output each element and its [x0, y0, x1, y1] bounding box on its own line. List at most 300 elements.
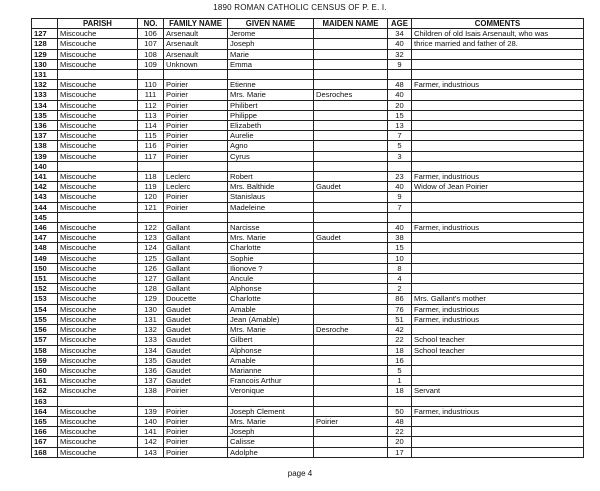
number-cell: 137	[138, 376, 164, 386]
table-row	[32, 202, 584, 212]
row-index: 130	[32, 59, 58, 69]
row-index: 168	[32, 447, 58, 457]
row-index: 127	[32, 29, 58, 39]
family-name-cell: Poirier	[164, 202, 228, 212]
family-name-cell: Gallant	[164, 233, 228, 243]
parish-cell	[58, 70, 138, 80]
parish-cell: Miscouche	[58, 49, 138, 59]
maiden-name-cell	[314, 29, 388, 39]
parish-cell: Miscouche	[58, 90, 138, 100]
row-index: 159	[32, 355, 58, 365]
parish-cell: Miscouche	[58, 447, 138, 457]
number-cell: 133	[138, 335, 164, 345]
maiden-name-cell	[314, 151, 388, 161]
parish-cell: Miscouche	[58, 39, 138, 49]
given-name-cell: Joseph Clement	[228, 406, 314, 416]
row-index: 146	[32, 223, 58, 233]
number-cell	[138, 70, 164, 80]
family-name-cell: Gaudet	[164, 345, 228, 355]
row-index: 135	[32, 110, 58, 120]
family-name-cell: Leclerc	[164, 182, 228, 192]
maiden-name-cell	[314, 161, 388, 171]
parish-cell: Miscouche	[58, 59, 138, 69]
parish-cell: Miscouche	[58, 253, 138, 263]
age-cell: 48	[388, 80, 412, 90]
census-table-body	[32, 29, 584, 458]
comments-cell	[412, 59, 584, 69]
maiden-name-cell	[314, 59, 388, 69]
age-cell	[388, 70, 412, 80]
family-name-cell: Doucette	[164, 294, 228, 304]
family-name-cell: Unknown	[164, 59, 228, 69]
given-name-cell: Mrs. Marie	[228, 416, 314, 426]
row-index: 149	[32, 253, 58, 263]
parish-cell: Miscouche	[58, 100, 138, 110]
parish-cell: Miscouche	[58, 386, 138, 396]
row-index: 157	[32, 335, 58, 345]
number-cell: 130	[138, 304, 164, 314]
family-name-cell: Poirier	[164, 110, 228, 120]
table-row	[32, 345, 584, 355]
comments-cell	[412, 427, 584, 437]
comments-cell	[412, 233, 584, 243]
parish-cell: Miscouche	[58, 325, 138, 335]
given-name-cell: Alphonse	[228, 345, 314, 355]
number-cell: 125	[138, 253, 164, 263]
comments-cell: Servant	[412, 386, 584, 396]
family-name-cell: Gallant	[164, 243, 228, 253]
comments-cell	[412, 121, 584, 131]
parish-cell: Miscouche	[58, 29, 138, 39]
number-cell: 141	[138, 427, 164, 437]
table-row	[32, 396, 584, 406]
given-name-cell: Mrs. Marie	[228, 325, 314, 335]
comments-cell: School teacher	[412, 345, 584, 355]
age-cell: 86	[388, 294, 412, 304]
family-name-cell: Poirier	[164, 416, 228, 426]
parish-cell: Miscouche	[58, 263, 138, 273]
parish-cell: Miscouche	[58, 345, 138, 355]
table-row	[32, 100, 584, 110]
number-cell: 108	[138, 49, 164, 59]
table-row	[32, 59, 584, 69]
age-cell: 51	[388, 314, 412, 324]
family-name-cell: Arsenault	[164, 39, 228, 49]
parish-cell: Miscouche	[58, 416, 138, 426]
row-index: 150	[32, 263, 58, 273]
parish-cell: Miscouche	[58, 376, 138, 386]
family-name-cell: Poirier	[164, 80, 228, 90]
family-name-cell: Gaudet	[164, 304, 228, 314]
number-cell: 122	[138, 223, 164, 233]
table-row	[32, 121, 584, 131]
given-name-cell	[228, 212, 314, 222]
family-name-cell	[164, 161, 228, 171]
row-index: 158	[32, 345, 58, 355]
row-index: 163	[32, 396, 58, 406]
maiden-name-cell	[314, 427, 388, 437]
age-cell: 23	[388, 172, 412, 182]
given-name-cell: Joseph	[228, 427, 314, 437]
row-index: 160	[32, 365, 58, 375]
maiden-name-cell	[314, 202, 388, 212]
comments-cell	[412, 141, 584, 151]
age-cell: 2	[388, 284, 412, 294]
given-name-cell: Calisse	[228, 437, 314, 447]
row-index: 143	[32, 192, 58, 202]
parish-cell: Miscouche	[58, 233, 138, 243]
table-row	[32, 325, 584, 335]
given-name-cell: Narcisse	[228, 223, 314, 233]
comments-cell	[412, 90, 584, 100]
age-cell: 48	[388, 416, 412, 426]
table-row	[32, 39, 584, 49]
number-cell: 117	[138, 151, 164, 161]
family-name-cell: Poirier	[164, 427, 228, 437]
maiden-name-cell: Poirier	[314, 416, 388, 426]
table-row	[32, 90, 584, 100]
given-name-cell: Ancule	[228, 274, 314, 284]
row-index: 161	[32, 376, 58, 386]
given-name-cell: Philippe	[228, 110, 314, 120]
parish-cell: Miscouche	[58, 294, 138, 304]
number-cell: 120	[138, 192, 164, 202]
maiden-name-cell	[314, 304, 388, 314]
parish-cell: Miscouche	[58, 192, 138, 202]
table-row	[32, 151, 584, 161]
age-cell: 10	[388, 253, 412, 263]
given-name-cell: Marianne	[228, 365, 314, 375]
parish-cell: Miscouche	[58, 437, 138, 447]
comments-cell	[412, 396, 584, 406]
family-name-cell: Gallant	[164, 274, 228, 284]
comments-cell	[412, 253, 584, 263]
number-cell: 139	[138, 406, 164, 416]
number-cell: 116	[138, 141, 164, 151]
table-row	[32, 263, 584, 273]
census-table	[31, 18, 584, 458]
given-name-cell: Emma	[228, 59, 314, 69]
page-title: 1890 ROMAN CATHOLIC CENSUS OF P. E. I.	[213, 3, 387, 12]
parish-cell: Miscouche	[58, 304, 138, 314]
row-index: 148	[32, 243, 58, 253]
age-cell: 9	[388, 192, 412, 202]
age-cell: 42	[388, 325, 412, 335]
comments-cell	[412, 212, 584, 222]
column-header-family-name: FAMILY NAME	[164, 19, 228, 29]
age-cell: 17	[388, 447, 412, 457]
column-header-age: AGE	[388, 19, 412, 29]
comments-cell	[412, 70, 584, 80]
table-row	[32, 192, 584, 202]
family-name-cell: Gallant	[164, 263, 228, 273]
given-name-cell: Aurelie	[228, 131, 314, 141]
age-cell: 5	[388, 141, 412, 151]
given-name-cell: Etienne	[228, 80, 314, 90]
row-index: 138	[32, 141, 58, 151]
number-cell: 134	[138, 345, 164, 355]
number-cell: 135	[138, 355, 164, 365]
row-index: 141	[32, 172, 58, 182]
age-cell: 40	[388, 182, 412, 192]
age-cell	[388, 161, 412, 171]
family-name-cell: Gallant	[164, 253, 228, 263]
table-row	[32, 376, 584, 386]
row-index: 139	[32, 151, 58, 161]
table-row	[32, 243, 584, 253]
row-index: 144	[32, 202, 58, 212]
table-row	[32, 447, 584, 457]
column-header-index	[32, 19, 58, 29]
maiden-name-cell	[314, 253, 388, 263]
comments-cell	[412, 202, 584, 212]
age-cell: 40	[388, 90, 412, 100]
age-cell: 76	[388, 304, 412, 314]
number-cell: 106	[138, 29, 164, 39]
maiden-name-cell	[314, 345, 388, 355]
comments-cell	[412, 355, 584, 365]
comments-cell	[412, 100, 584, 110]
number-cell: 119	[138, 182, 164, 192]
table-row	[32, 253, 584, 263]
maiden-name-cell	[314, 294, 388, 304]
parish-cell: Miscouche	[58, 274, 138, 284]
given-name-cell: Amable	[228, 304, 314, 314]
maiden-name-cell	[314, 39, 388, 49]
parish-cell: Miscouche	[58, 427, 138, 437]
maiden-name-cell	[314, 100, 388, 110]
age-cell: 40	[388, 223, 412, 233]
comments-cell	[412, 49, 584, 59]
number-cell	[138, 161, 164, 171]
parish-cell: Miscouche	[58, 202, 138, 212]
age-cell: 22	[388, 427, 412, 437]
comments-cell	[412, 376, 584, 386]
family-name-cell: Poirier	[164, 151, 228, 161]
comments-cell: Children of old Isais Arsenault, who was	[412, 29, 584, 39]
age-cell: 22	[388, 335, 412, 345]
given-name-cell: Robert	[228, 172, 314, 182]
table-row	[32, 233, 584, 243]
family-name-cell: Arsenault	[164, 49, 228, 59]
row-index: 140	[32, 161, 58, 171]
maiden-name-cell	[314, 406, 388, 416]
table-row	[32, 161, 584, 171]
given-name-cell: Francois Arthur	[228, 376, 314, 386]
age-cell: 9	[388, 59, 412, 69]
comments-cell	[412, 263, 584, 273]
table-row	[32, 416, 584, 426]
comments-cell	[412, 131, 584, 141]
maiden-name-cell	[314, 110, 388, 120]
number-cell: 128	[138, 284, 164, 294]
row-index: 153	[32, 294, 58, 304]
family-name-cell: Poirier	[164, 406, 228, 416]
comments-cell: School teacher	[412, 335, 584, 345]
row-index: 142	[32, 182, 58, 192]
comments-cell: Farmer, industrious	[412, 223, 584, 233]
age-cell: 7	[388, 202, 412, 212]
comments-cell	[412, 151, 584, 161]
maiden-name-cell	[314, 70, 388, 80]
family-name-cell: Poirier	[164, 121, 228, 131]
given-name-cell: Mrs. Marie	[228, 90, 314, 100]
number-cell: 136	[138, 365, 164, 375]
family-name-cell: Gaudet	[164, 325, 228, 335]
number-cell: 114	[138, 121, 164, 131]
age-cell: 40	[388, 39, 412, 49]
number-cell: 111	[138, 90, 164, 100]
comments-cell	[412, 447, 584, 457]
age-cell: 15	[388, 110, 412, 120]
maiden-name-cell	[314, 223, 388, 233]
family-name-cell	[164, 396, 228, 406]
family-name-cell: Poirier	[164, 100, 228, 110]
number-cell: 113	[138, 110, 164, 120]
row-index: 162	[32, 386, 58, 396]
age-cell: 5	[388, 365, 412, 375]
maiden-name-cell	[314, 284, 388, 294]
maiden-name-cell	[314, 192, 388, 202]
parish-cell: Miscouche	[58, 131, 138, 141]
number-cell: 121	[138, 202, 164, 212]
table-row	[32, 294, 584, 304]
given-name-cell: Adolphe	[228, 447, 314, 457]
family-name-cell: Poirier	[164, 386, 228, 396]
maiden-name-cell	[314, 335, 388, 345]
age-cell: 13	[388, 121, 412, 131]
comments-cell: Farmer, industrious	[412, 406, 584, 416]
table-row	[32, 49, 584, 59]
number-cell: 126	[138, 263, 164, 273]
table-row	[32, 355, 584, 365]
header-row	[32, 19, 584, 29]
row-index: 132	[32, 80, 58, 90]
given-name-cell: Philibert	[228, 100, 314, 110]
parish-cell	[58, 161, 138, 171]
number-cell: 143	[138, 447, 164, 457]
age-cell: 16	[388, 355, 412, 365]
table-row	[32, 314, 584, 324]
row-index: 166	[32, 427, 58, 437]
age-cell: 50	[388, 406, 412, 416]
table-row	[32, 406, 584, 416]
parish-cell: Miscouche	[58, 151, 138, 161]
number-cell: 138	[138, 386, 164, 396]
table-row	[32, 182, 584, 192]
number-cell	[138, 212, 164, 222]
parish-cell: Miscouche	[58, 172, 138, 182]
maiden-name-cell	[314, 80, 388, 90]
maiden-name-cell: Desroche	[314, 325, 388, 335]
maiden-name-cell	[314, 49, 388, 59]
maiden-name-cell	[314, 263, 388, 273]
family-name-cell: Poirier	[164, 141, 228, 151]
row-index: 167	[32, 437, 58, 447]
comments-cell	[412, 161, 584, 171]
given-name-cell: Sophie	[228, 253, 314, 263]
family-name-cell	[164, 212, 228, 222]
family-name-cell	[164, 70, 228, 80]
given-name-cell: Elizabeth	[228, 121, 314, 131]
comments-cell: Farmer, industrious	[412, 80, 584, 90]
column-header-comments: COMMENTS	[412, 19, 584, 29]
comments-cell: Farmer, industrious	[412, 172, 584, 182]
row-index: 129	[32, 49, 58, 59]
table-row	[32, 172, 584, 182]
row-index: 136	[32, 121, 58, 131]
parish-cell	[58, 396, 138, 406]
given-name-cell: Jean (Amable)	[228, 314, 314, 324]
age-cell: 34	[388, 29, 412, 39]
maiden-name-cell	[314, 396, 388, 406]
comments-cell: Farmer, industrious	[412, 314, 584, 324]
parish-cell: Miscouche	[58, 121, 138, 131]
row-index: 151	[32, 274, 58, 284]
age-cell: 20	[388, 437, 412, 447]
column-header-parish: PARISH	[58, 19, 138, 29]
maiden-name-cell: Gaudet	[314, 233, 388, 243]
parish-cell: Miscouche	[58, 406, 138, 416]
age-cell: 4	[388, 274, 412, 284]
maiden-name-cell: Gaudet	[314, 182, 388, 192]
maiden-name-cell	[314, 172, 388, 182]
comments-cell	[412, 274, 584, 284]
comments-cell: thrice married and father of 28.	[412, 39, 584, 49]
given-name-cell: Madeleine	[228, 202, 314, 212]
parish-cell: Miscouche	[58, 110, 138, 120]
number-cell: 129	[138, 294, 164, 304]
number-cell: 107	[138, 39, 164, 49]
family-name-cell: Gallant	[164, 223, 228, 233]
given-name-cell: Mrs. Marie	[228, 233, 314, 243]
comments-cell	[412, 437, 584, 447]
parish-cell: Miscouche	[58, 314, 138, 324]
table-row	[32, 110, 584, 120]
row-index: 155	[32, 314, 58, 324]
given-name-cell: Stanislaus	[228, 192, 314, 202]
family-name-cell: Poirier	[164, 192, 228, 202]
row-index: 145	[32, 212, 58, 222]
number-cell: 109	[138, 59, 164, 69]
parish-cell	[58, 212, 138, 222]
given-name-cell: Alphonse	[228, 284, 314, 294]
age-cell: 1	[388, 376, 412, 386]
maiden-name-cell	[314, 386, 388, 396]
given-name-cell	[228, 396, 314, 406]
column-header-no: NO.	[138, 19, 164, 29]
column-header-maiden-name: MAIDEN NAME	[314, 19, 388, 29]
number-cell: 140	[138, 416, 164, 426]
comments-cell	[412, 192, 584, 202]
table-row	[32, 304, 584, 314]
family-name-cell: Gaudet	[164, 335, 228, 345]
page-number: page 4	[287, 469, 313, 478]
age-cell: 20	[388, 100, 412, 110]
age-cell: 7	[388, 131, 412, 141]
row-index: 137	[32, 131, 58, 141]
row-index: 131	[32, 70, 58, 80]
row-index: 164	[32, 406, 58, 416]
given-name-cell: Veronique	[228, 386, 314, 396]
table-row	[32, 365, 584, 375]
family-name-cell: Gaudet	[164, 365, 228, 375]
maiden-name-cell: Desroches	[314, 90, 388, 100]
given-name-cell	[228, 70, 314, 80]
number-cell: 142	[138, 437, 164, 447]
row-index: 133	[32, 90, 58, 100]
maiden-name-cell	[314, 141, 388, 151]
